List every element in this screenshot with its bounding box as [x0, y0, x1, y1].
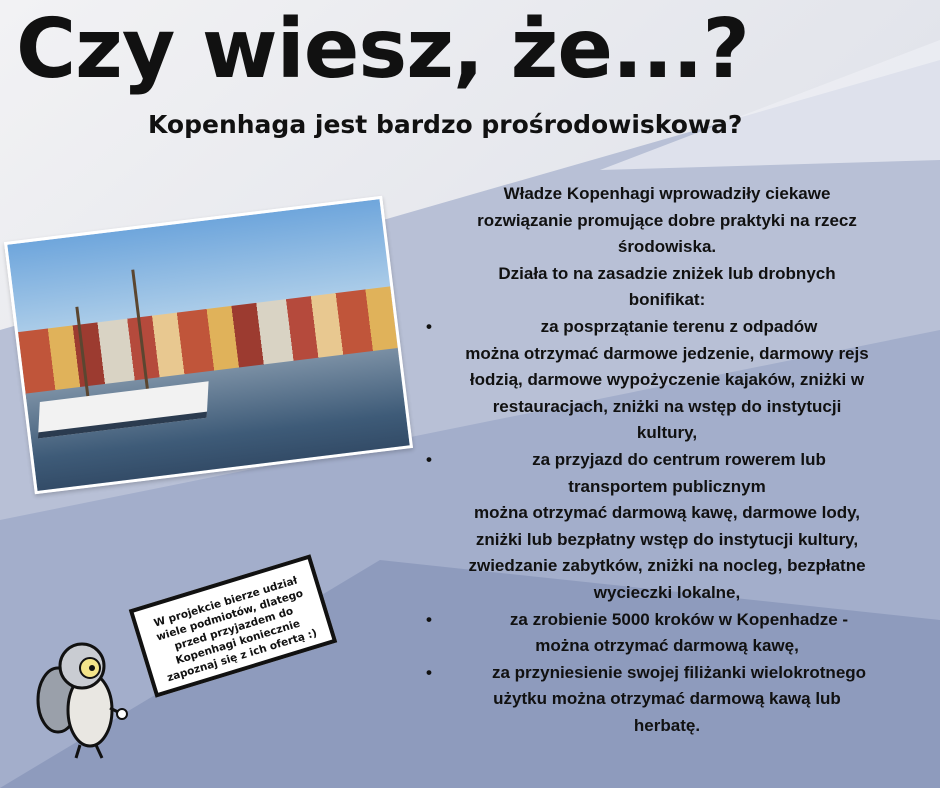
line-text: łodzią, darmowe wypożyczenie kajaków, zniżki w	[469, 370, 865, 390]
body-text	[412, 181, 922, 739]
body-line	[412, 367, 922, 394]
body-line	[412, 287, 922, 314]
speech-bubble: W projekcie bierze udział wiele podmiotów, dlatego przed przyjazdem do Kopenhagi koniecznie zapoznaj się z ich ofertą :)	[129, 554, 338, 698]
bullet-item	[412, 660, 922, 687]
line-text: bonifikat:	[628, 290, 706, 310]
body-line	[412, 527, 922, 554]
fly-mascot-icon	[30, 630, 140, 760]
body-line	[412, 181, 922, 208]
line-text: zwiedzanie zabytków, zniżki na nocleg, bezpłatne	[468, 556, 866, 576]
line-text: Działa to na zasadzie zniżek lub drobnych	[498, 263, 836, 283]
line-text: użytku można otrzymać darmową kawą lub	[493, 689, 841, 709]
body-line	[412, 633, 922, 660]
line-text: restauracjach, zniżki na wstęp do instytucji	[492, 396, 842, 416]
line-text: kultury,	[636, 423, 698, 443]
line-text: zniżki lub bezpłatny wstęp do instytucji kultury,	[475, 529, 859, 549]
body-line	[412, 580, 922, 607]
line-text: można otrzymać darmowe jedzenie, darmowy rejs	[465, 343, 869, 363]
line-text: rozwiązanie promujące dobre praktyki na rzecz	[477, 210, 857, 230]
line-text: Władze Kopenhagi wprowadziły ciekawe	[503, 184, 831, 203]
body-line	[412, 394, 922, 421]
page-subtitle: Kopenhaga jest bardzo prośrodowiskowa?	[148, 110, 743, 139]
body-line	[412, 341, 922, 368]
bullet-icon: •	[426, 662, 432, 682]
body-line	[412, 261, 922, 288]
bullet-item	[412, 447, 922, 474]
line-text: środowiska.	[617, 237, 717, 257]
body-line	[412, 420, 922, 447]
line-text: za posprzątanie terenu z odpadów	[540, 316, 818, 336]
body-line	[412, 686, 922, 713]
body-line	[412, 553, 922, 580]
line-text: za przyjazd do centrum rowerem lub	[532, 449, 826, 469]
body-line	[412, 500, 922, 527]
line-text: wycieczki lokalne,	[593, 582, 741, 602]
bullet-icon: •	[426, 449, 432, 469]
body-line	[412, 234, 922, 261]
line-text: za zrobienie 5000 kroków w Kopenhadze -	[509, 609, 849, 629]
copenhagen-photo	[4, 196, 413, 495]
body-line	[412, 474, 922, 501]
body-line	[412, 208, 922, 235]
line-text: można otrzymać darmową kawę, darmowe lody,	[473, 503, 861, 523]
line-text: za przyniesienie swojej filiżanki wielokrotnego	[491, 662, 867, 682]
line-text: herbatę.	[633, 715, 701, 735]
line-text: można otrzymać darmową kawę,	[535, 636, 799, 656]
line-text: transportem publicznym	[568, 476, 766, 496]
bullet-item	[412, 607, 922, 634]
body-line	[412, 713, 922, 740]
page-title: Czy wiesz, że...?	[16, 2, 749, 97]
bullet-item	[412, 314, 922, 341]
bullet-icon: •	[426, 609, 432, 629]
bullet-icon: •	[426, 316, 432, 336]
